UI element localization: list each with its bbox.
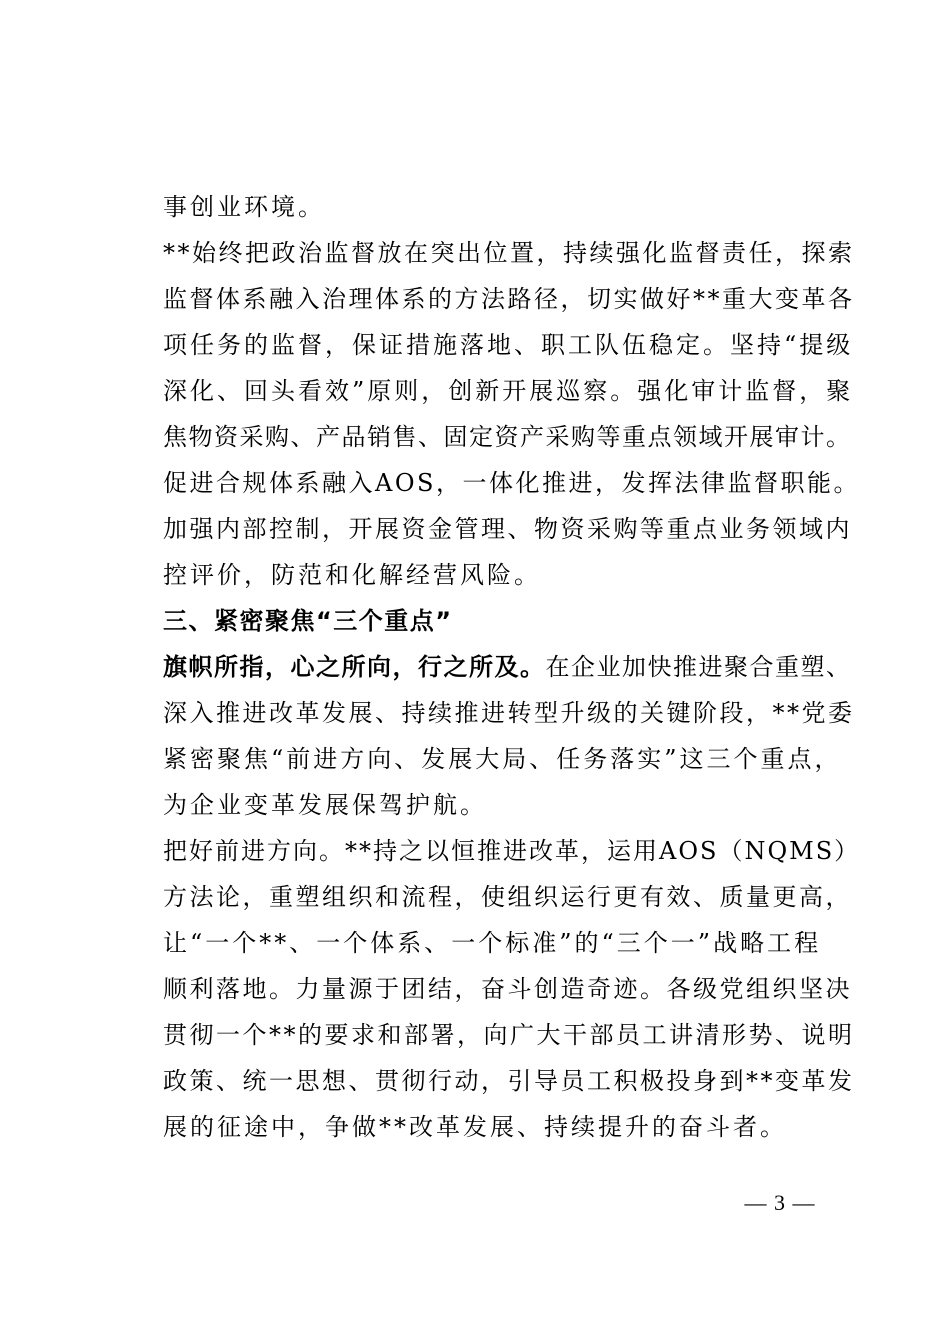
text-segment: 加强内部控制，开展资金管理、物资采购等重点业务领域内 xyxy=(163,515,852,543)
text-line xyxy=(163,644,853,690)
text-segment: 让“一个**、一个体系、一个标准”的“三个一”战略工程 xyxy=(163,929,822,957)
text-line xyxy=(163,736,853,782)
text-segment: 贯彻一个**的要求和部署，向广大干部员工讲清形势、说明 xyxy=(163,1021,855,1049)
section-heading xyxy=(163,598,853,644)
body-text xyxy=(163,184,861,1150)
text-line xyxy=(163,230,853,276)
text-segment: 方法论，重塑组织和流程，使组织运行更有效、质量更高， xyxy=(163,883,852,911)
text-line xyxy=(163,874,853,920)
lead-phrase: 旗帜所指，心之所向，行之所及。 xyxy=(163,652,546,681)
text-segment: **始终把政治监督放在突出位置，持续强化监督责任，探索 xyxy=(163,239,855,267)
text-line xyxy=(163,966,853,1012)
text-line xyxy=(163,920,853,966)
text-segment: 顺利落地。力量源于团结，奋斗创造奇迹。各级党组织坚决 xyxy=(163,975,852,1003)
text-segment: 监督体系融入治理体系的方法路径，切实做好**重大变革各 xyxy=(163,285,855,313)
text-line xyxy=(163,322,853,368)
text-line xyxy=(163,828,861,874)
text-segment: 项任务的监督，保证措施落地、职工队伍稳定。坚持“提级 xyxy=(163,331,854,359)
text-segment: 在企业加快推进聚合重塑、 xyxy=(545,653,852,681)
text-segment: 把好前进方向。**持之以恒推进改革，运用AOS（NQMS） xyxy=(163,837,861,865)
text-segment: 事创业环境。 xyxy=(163,193,325,221)
text-line xyxy=(163,782,853,828)
text-segment: 为企业变革发展保驾护航。 xyxy=(163,791,487,819)
text-segment: 深化、回头看效”原则，创新开展巡察。强化审计监督，聚 xyxy=(163,377,854,405)
text-segment: 政策、统一思想、贯彻行动，引导员工积极投身到**变革发 xyxy=(163,1067,855,1095)
text-line xyxy=(163,552,853,598)
text-segment: 三、紧密聚焦“三个重点” xyxy=(163,607,453,635)
text-line xyxy=(163,506,853,552)
text-line xyxy=(163,1012,853,1058)
text-line xyxy=(163,460,860,506)
text-segment: 焦物资采购、产品销售、固定资产采购等重点领域开展审计。 xyxy=(163,423,852,451)
text-line xyxy=(163,1104,853,1150)
text-line xyxy=(163,368,853,414)
text-segment: 深入推进改革发展、持续推进转型升级的关键阶段，**党委 xyxy=(163,699,855,727)
text-line xyxy=(163,184,853,230)
text-segment: 控评价，防范和化解经营风险。 xyxy=(163,561,541,589)
text-line xyxy=(163,414,853,460)
text-segment: 紧密聚焦“前进方向、发展大局、任务落实”这三个重点， xyxy=(163,745,842,773)
text-segment: 促进合规体系融入AOS，一体化推进，发挥法律监督职能。 xyxy=(163,469,860,497)
page-number: — 3 — xyxy=(744,1190,816,1215)
text-line xyxy=(163,690,853,736)
text-segment: 展的征途中，争做**改革发展、持续提升的奋斗者。 xyxy=(163,1113,787,1141)
text-line xyxy=(163,276,853,322)
text-line xyxy=(163,1058,853,1104)
